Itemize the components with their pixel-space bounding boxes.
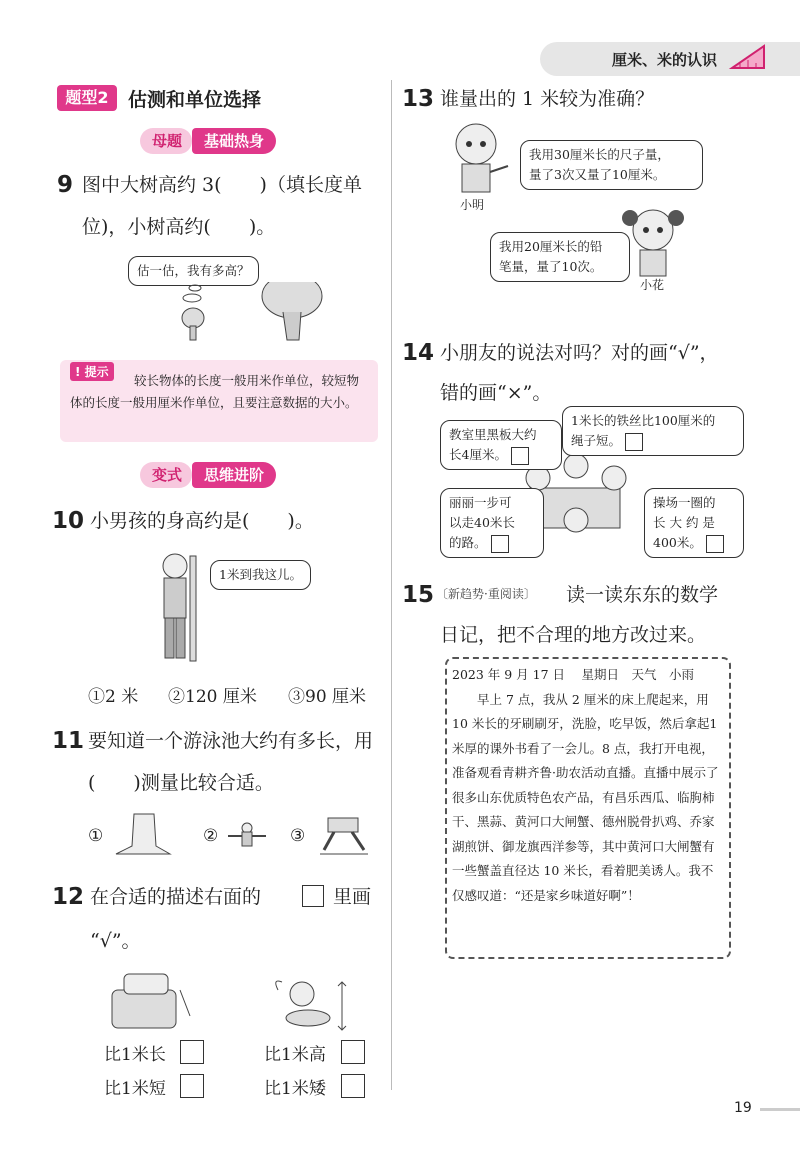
q10-text: 小男孩的身高约是( )。 <box>90 510 314 532</box>
answer-box-step[interactable] <box>491 535 509 553</box>
q11-option-1-marker: ① <box>88 826 104 846</box>
checkbox-longer[interactable] <box>180 1040 204 1064</box>
q9-number: 9 <box>57 172 74 198</box>
hint-text: 较长物体的长度一般用米作单位，较短物体的长度一般用厘米作单位，且要注意数据的大小。 <box>70 373 360 410</box>
bubble-blackboard <box>440 420 562 470</box>
bubble-line: 量了3次又量了10厘米。 <box>529 167 666 182</box>
bubble-text: 400米。 <box>653 535 702 550</box>
q11-number: 11 <box>52 728 85 754</box>
answer-box-blackboard[interactable] <box>511 447 529 465</box>
trees-illustration <box>175 282 335 344</box>
checkbox-lower[interactable] <box>341 1074 365 1098</box>
sofa-illustration <box>104 970 194 1034</box>
bubble-wire <box>562 406 744 456</box>
diary-body: 早上 7 点，我从 2 厘米的床上爬起来，用 10 米长的牙刷刷牙，洗脸，吃早饭，然后拿起1 米厚的课外书看了一会儿。8 点，我打开电视，准备观看青耕齐鲁·助农活动直播。直播中展示了很多山东优质特色农产品，有昌乐西瓜、临朐柿干、黑蒜、黄河口大闸蟹、德州脱骨扒鸡、乔家湖煎饼、御龙旗西洋参等，其中黄河口大闸蟹有一些蟹盖直径达 10 米长，看着肥美诱人。我不仅感叹道：“还是家乡味道好啊”！ <box>452 691 719 903</box>
bubble-text: 的路。 <box>449 535 487 550</box>
label-longer-than-1m: 比1米长 <box>104 1045 166 1065</box>
q9-line1: 图中大树高约 3( )（填长度单 <box>82 174 362 196</box>
page-number: 19 <box>734 1100 752 1116</box>
chapter-title: 厘米、米的认识 <box>612 51 718 69</box>
bubble-playground <box>644 488 744 558</box>
section-title: 估测和单位选择 <box>128 89 262 111</box>
footer-bar <box>760 1108 800 1111</box>
cat-illustration <box>268 976 352 1034</box>
q15-tag: 〔新趋势·重阅读〕 <box>436 587 536 601</box>
q12-inline-box <box>302 885 324 907</box>
label-lower-than-1m: 比1米矮 <box>264 1079 326 1099</box>
xiaoming-speech-bubble <box>520 140 703 190</box>
arm-span-illustration <box>226 822 268 848</box>
xiaohua-name: 小花 <box>640 278 665 292</box>
xiaohua-illustration <box>620 204 686 278</box>
q13-number: 13 <box>402 86 435 112</box>
ruler-triangle-icon <box>728 42 768 72</box>
pill-variant <box>140 462 276 488</box>
bubble-line <box>449 533 535 553</box>
pill-label: 母题 <box>140 128 192 154</box>
xiaoming-illustration <box>446 120 516 196</box>
bubble-step <box>440 488 544 558</box>
bubble-line: 丽丽一步可 <box>449 495 512 510</box>
answer-box-playground[interactable] <box>706 535 724 553</box>
hint-tag: ! 提示 <box>70 362 114 381</box>
footstep-illustration <box>314 814 374 858</box>
bubble-line: 1米长的铁丝比100厘米的 <box>571 413 716 428</box>
q12-line2: “√”。 <box>90 930 141 952</box>
bubble-line: 笔量，量了10次。 <box>499 259 603 274</box>
q11-line1: 要知道一个游泳池大约有多长，用 <box>88 730 374 752</box>
bubble-line: 操场一圈的 <box>653 495 716 510</box>
answer-box-wire[interactable] <box>625 433 643 451</box>
q11-option-2-marker: ② <box>203 826 219 846</box>
bubble-line: 教室里黑板大约 <box>449 427 537 442</box>
q10-speech-bubble: 1米到我这儿。 <box>210 560 311 590</box>
q14-line1: 小朋友的说法对吗？对的画“√”， <box>440 342 719 364</box>
q12-line1a: 在合适的描述右面的 <box>90 886 262 908</box>
q14-line2: 错的画“×”。 <box>440 382 552 404</box>
section-badge: 题型2 <box>57 85 117 111</box>
q9-speech-bubble: 估一估，我有多高？ <box>128 256 259 286</box>
xiaohua-speech-bubble <box>490 232 630 282</box>
bubble-line <box>449 445 553 465</box>
q10-option-3: ③90 厘米 <box>288 687 367 707</box>
q15-line1: 读一读东东的数学 <box>566 584 719 606</box>
bubble-line: 长 大 约 是 <box>653 515 715 530</box>
tree-stump-illustration <box>112 810 176 856</box>
q15-line2: 日记，把不合理的地方改过来。 <box>440 624 707 646</box>
checkbox-taller[interactable] <box>341 1040 365 1064</box>
checkbox-shorter[interactable] <box>180 1074 204 1098</box>
column-divider <box>391 80 392 1090</box>
boy-with-measuring-stick-illustration <box>150 548 210 666</box>
q11-option-3-marker: ③ <box>290 826 306 846</box>
q12-number: 12 <box>52 884 85 910</box>
pill-subtitle: 思维进阶 <box>192 462 276 488</box>
q10-option-1: ①2 米 <box>88 687 139 707</box>
q11-line2: ( )测量比较合适。 <box>88 772 274 794</box>
xiaoming-name: 小明 <box>460 198 485 212</box>
q12-line1b: 里画 <box>333 886 372 908</box>
q9-line2: 位)，小树高约( )。 <box>82 216 276 238</box>
bubble-line <box>571 431 735 451</box>
q14-number: 14 <box>402 340 435 366</box>
diary-content <box>452 663 724 908</box>
pill-mother-question <box>140 128 276 154</box>
label-taller-than-1m: 比1米高 <box>264 1045 326 1065</box>
bubble-text: 长4厘米。 <box>449 447 507 462</box>
bubble-line: 我用30厘米长的尺子量， <box>529 147 670 162</box>
pill-subtitle: 基础热身 <box>192 128 276 154</box>
bubble-line: 以走40米长 <box>449 515 515 530</box>
q10-option-2: ②120 厘米 <box>168 687 257 707</box>
label-shorter-than-1m: 比1米短 <box>104 1079 166 1099</box>
q10-number: 10 <box>52 508 85 534</box>
bubble-text: 绳子短。 <box>571 433 622 448</box>
diary-date: 2023 年 9 月 17 日 星期日 天气 小雨 <box>452 667 695 682</box>
q15-number: 15 <box>402 582 435 608</box>
bubble-line <box>653 533 735 553</box>
bubble-line: 我用20厘米长的铅 <box>499 239 603 254</box>
pill-label: 变式 <box>140 462 192 488</box>
q13-text: 谁量出的 1 米较为准确？ <box>440 88 655 110</box>
